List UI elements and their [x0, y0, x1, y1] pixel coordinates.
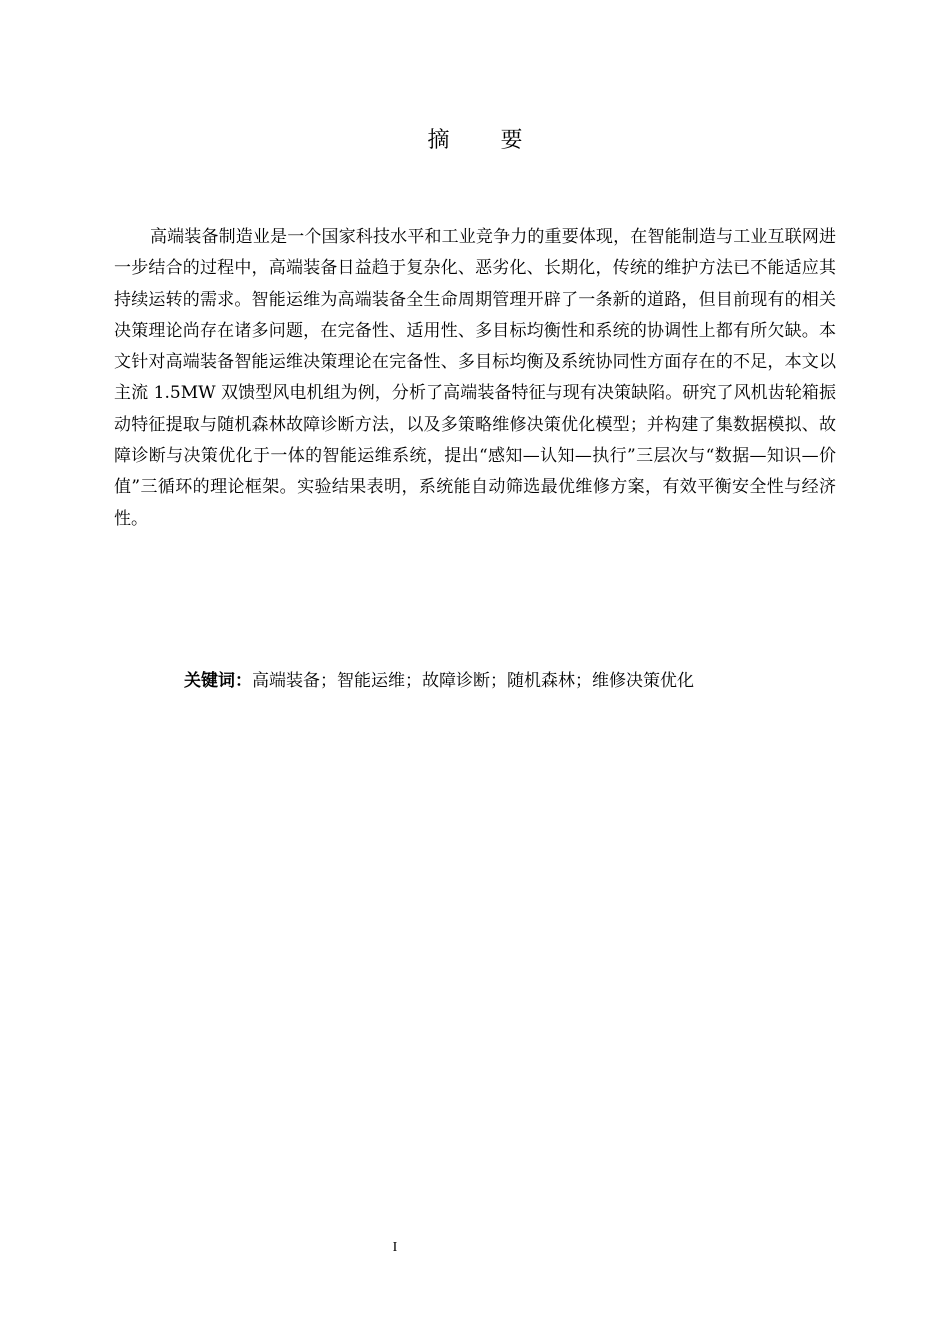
page-number: I: [392, 1240, 398, 1255]
keywords-text: 高端装备；智能运维；故障诊断；随机森林；维修决策优化: [252, 671, 694, 691]
abstract-paragraph: 高端装备制造业是一个国家科技水平和工业竞争力的重要体现，在智能制造与工业互联网进一步结合的过程中，高端装备日益趋于复杂化、恶劣化、长期化，传统的维护方法已不能适应其持续运转的需求。智能运维为高端装备全生命周期管理开辟了一条新的道路，但目前现有的相关决策理论尚存在诸多问题，在完备性、适用性、多目标均衡性和系统的协调性上都有所欠缺。本文针对高端装备智能运维决策理论在完备性、多目标均衡及系统协同性方面存在的不足，本文以主流 1.5MW 双馈型风电机组为例，分析了高端装备特征与现有决策缺陷。研究了风机齿轮箱振动特征提取与随机森林故障诊断方法，以及多策略维修决策优化模型；并构建了集数据模拟、故障诊断与决策优化于一体的智能运维系统，提出“感知—认知—执行”三层次与“数据—知识—价值”三循环的理论框架。实验结果表明，系统能自动筛选最优维修方案，有效平衡安全性与经济性。: [114, 227, 836, 529]
page-title: 摘 要: [427, 128, 545, 153]
keywords-label: 关键词：: [184, 671, 252, 691]
keywords-line: [184, 666, 864, 696]
